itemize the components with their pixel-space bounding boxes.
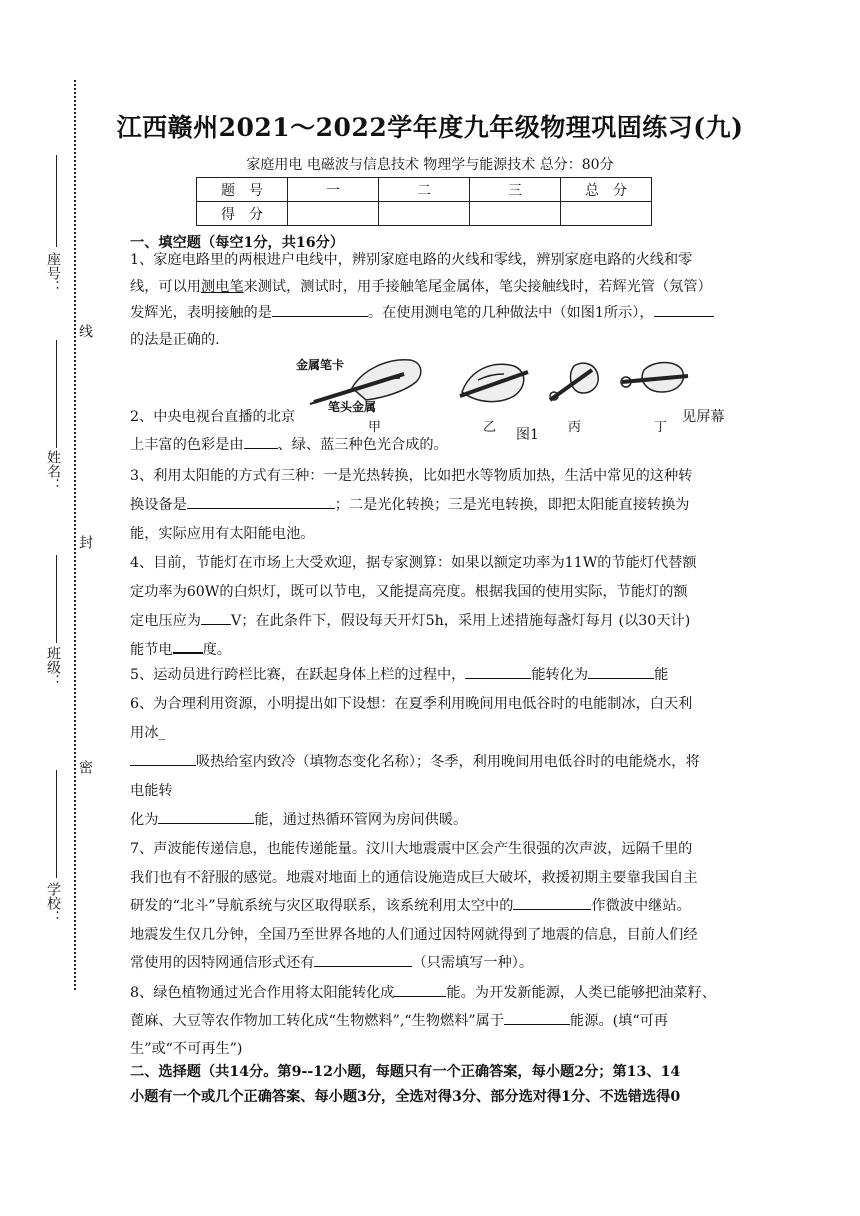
school-label: 学校： <box>45 882 61 924</box>
text: 。在使用测电笔的几种做法中（如图1所示）， <box>367 305 654 321</box>
name-rule <box>56 340 57 448</box>
q4-line: 4、目前，节能灯在市场上大受欢迎，据专家测算：如果以额定功率为11W的节能灯代替额 <box>130 555 697 571</box>
q7-line: 地震发生仅几分钟，全国乃至世界各地的人们通过因特网就得到了地震的信息，目前人们经 <box>130 926 698 943</box>
text: 上丰富的色彩是由 <box>130 437 244 453</box>
question-7 <box>130 835 730 978</box>
page-subtitle: 家庭用电 电磁波与信息技术 物理学与能源技术 总分：80分 <box>246 157 614 173</box>
text: 能。为开发新能源，人类已能够把油菜籽、 <box>446 985 716 1001</box>
question-2 <box>130 432 730 459</box>
question-5 <box>130 662 730 689</box>
question-6 <box>130 690 730 835</box>
section-1-heading: 一、填空题（每空1分，共16分） <box>130 235 345 251</box>
score-cell: 总 分 <box>561 178 652 202</box>
q7-line <box>130 892 730 921</box>
name-label: 姓名： <box>45 450 61 492</box>
text: 常使用的因特网通信形式还有 <box>130 955 315 971</box>
answer-blank[interactable] <box>465 663 531 679</box>
q4-line: 定功率为60W的白炽灯，既可以节电，又能提高亮度。根据我国的使用实际，节能灯的额 <box>130 584 688 600</box>
score-input-cell[interactable] <box>470 202 561 226</box>
text: 发辉光，表明接触的是 <box>130 305 272 321</box>
q6-line: 6、为合理利用资源，小明提出如下设想：在夏季利用晚间用电低谷时的电能制冰，白天利 <box>130 696 693 712</box>
q4-line <box>130 636 730 665</box>
secret-mark: 密 <box>77 760 93 774</box>
answer-blank[interactable] <box>173 637 203 654</box>
q6-line <box>130 748 730 777</box>
question-3 <box>130 462 730 549</box>
answer-blank[interactable] <box>272 301 368 317</box>
answer-blank[interactable] <box>130 750 196 766</box>
seal-mark: 封 <box>77 535 93 549</box>
answer-blank[interactable] <box>158 808 254 824</box>
score-table-header-row <box>197 178 652 202</box>
q6-line: 电能转 <box>130 783 173 799</box>
q3-line: 3、利用太阳能的方式有三种：一是光热转换，比如把水等物质加热，生活中常见的这种转 <box>130 468 693 484</box>
q1-line <box>130 274 730 301</box>
q8-line <box>130 1007 730 1035</box>
class-rule <box>56 555 57 643</box>
score-table <box>196 177 652 226</box>
text: 度。 <box>202 642 231 658</box>
question-1 <box>130 247 730 353</box>
text: V；在此条件下，假设每天开灯5h，采用上述措施每盏灯每月 (以30天计) <box>230 613 691 629</box>
figure-caption: 图1 <box>516 427 539 443</box>
figure-label-bing: 丙 <box>568 420 582 435</box>
answer-blank[interactable] <box>187 493 335 509</box>
text: （只需填写一种）。 <box>412 955 534 971</box>
section-2-line: 小题有一个或几个正确答案、每小题3分，全选对得3分、部分选对得1分、不选错选得0 <box>130 1089 681 1105</box>
q3-line <box>130 491 730 520</box>
figure-label-ding: 丁 <box>654 420 668 435</box>
q8-line <box>130 979 730 1007</box>
hand-ding <box>621 363 688 393</box>
hand-yi <box>460 364 528 401</box>
text: 5、运动员进行跨栏比赛，在跃起身体上栏的过程中， <box>130 667 466 683</box>
question-8 <box>130 979 730 1063</box>
text: 换设备是 <box>130 497 187 513</box>
underlined-term: 测电笔 <box>200 278 244 295</box>
score-cell: 一 <box>288 178 379 202</box>
figure-1 <box>292 340 728 443</box>
text: ；二是光化转换；三是光电转换，即把太阳能直接转换为 <box>334 497 690 513</box>
text: 吸热给室内致冷（填物态变化名称）；冬季，利用晚间用电低谷时的电能烧水，将 <box>196 754 700 770</box>
question-2-start: 2、中央电视台直播的北京 <box>130 409 296 425</box>
text: 能节电 <box>130 642 173 658</box>
q1-line: 的法是正确的. <box>130 331 220 348</box>
section-2-heading <box>130 1060 730 1110</box>
figure-label-pen-tip: 笔头金属 <box>328 400 377 414</box>
question-2-end: 见屏幕 <box>682 409 725 425</box>
text: 定电压应为 <box>130 613 201 629</box>
q8-line: 生”或“不可再生”) <box>130 1041 243 1057</box>
answer-blank[interactable] <box>201 609 231 625</box>
q4-line <box>130 607 730 636</box>
q1-line: 1、家庭电路里的两根进户电线中，辨别家庭电路的火线和零线，辨别家庭电路的火线和零 <box>130 252 693 268</box>
figure-label-jia: 甲 <box>368 420 382 435</box>
q1-line <box>130 300 730 327</box>
answer-blank[interactable] <box>394 981 446 997</box>
text: 能转化为 <box>531 667 589 683</box>
q7-line: 7、声波能传递信息，也能传递能量。汶川大地震震中区会产生很强的次声波，远隔千里的 <box>130 841 693 857</box>
answer-blank[interactable] <box>513 894 591 910</box>
question-4 <box>130 549 730 665</box>
answer-blank[interactable] <box>588 663 654 679</box>
score-input-cell[interactable] <box>379 202 470 226</box>
q7-line: 我们也有不舒服的感觉。地震对地面上的通信设施造成巨大破坏，救援初期主要靠我国自主 <box>130 869 698 886</box>
text: 线，可以用 <box>130 278 201 295</box>
score-table-score-row <box>197 202 652 226</box>
score-cell: 三 <box>470 178 561 202</box>
q7-line <box>130 949 730 978</box>
score-cell: 题 号 <box>197 178 288 202</box>
score-cell: 二 <box>379 178 470 202</box>
text: 作微波中继站。 <box>591 898 691 914</box>
score-cell: 得 分 <box>197 202 288 226</box>
q6-line: 用冰_ <box>130 725 166 741</box>
text: 蓖麻、大豆等农作物加工转化成“生物燃料”,“生物燃料”属于 <box>130 1013 505 1029</box>
text: 研发的“北斗”导航系统与灾区取得联系，该系统利用太空中的 <box>130 898 514 914</box>
hand-bing <box>550 363 598 400</box>
text: 能源。(填“可再 <box>570 1013 668 1029</box>
seat-label: 座号： <box>45 252 61 294</box>
text: 能 <box>654 667 669 683</box>
school-rule <box>56 770 57 878</box>
score-input-cell[interactable] <box>561 202 652 226</box>
text: 、绿、蓝三种色光合成的。 <box>277 437 448 453</box>
class-label: 班级： <box>45 646 61 688</box>
text: 8、绿色植物通过光合作用将太阳能转化成 <box>130 985 395 1001</box>
text: 来测试，测试时，用手接触笔尾金属体，笔尖接触线时，若辉光管（氖管） <box>243 278 712 295</box>
figure-label-pen-cap: 金属笔卡 <box>296 358 345 372</box>
answer-blank[interactable] <box>654 301 714 317</box>
section-2-line: 二、选择题（共14分。第9--12小题，每题只有一个正确答案，每小题2分；第13、14 <box>130 1064 681 1080</box>
score-input-cell[interactable] <box>288 202 379 226</box>
page-title: 江西赣州2021～2022学年度九年级物理巩固练习(九) <box>116 113 744 142</box>
answer-blank[interactable] <box>244 433 278 449</box>
answer-blank[interactable] <box>314 951 412 967</box>
line-mark: 线 <box>77 324 93 338</box>
answer-blank[interactable] <box>504 1009 570 1025</box>
binding-dotted-line <box>74 80 76 990</box>
text: 化为 <box>130 812 159 828</box>
q6-line <box>130 806 730 835</box>
q3-line: 能，实际应用有太阳能电池。 <box>130 526 315 542</box>
figure-label-yi: 乙 <box>483 420 497 435</box>
text: 能，通过热循环管网为房间供暖。 <box>254 812 468 828</box>
